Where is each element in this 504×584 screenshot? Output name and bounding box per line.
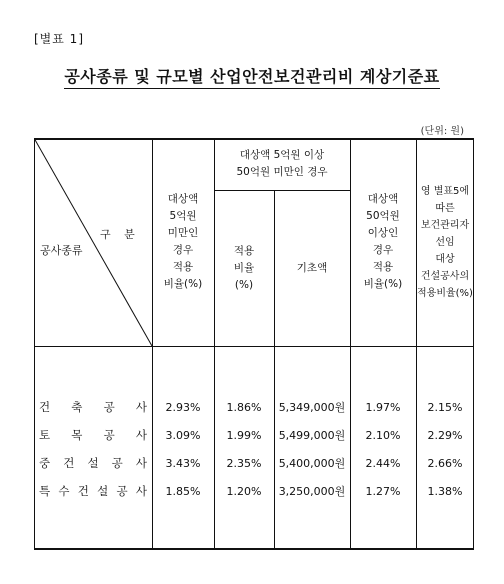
cell-under5: 2.93% <box>165 400 201 414</box>
header-over50: 대상액 50억원 이상인 경우 적용 비율(%) <box>363 193 403 290</box>
cell-over50: 1.97% <box>365 400 401 414</box>
cell-annex5: 2.15% <box>427 400 463 414</box>
cell-under5: 3.09% <box>165 428 201 442</box>
cell-rate: 2.35% <box>226 456 262 470</box>
cell-annex5: 1.38% <box>427 484 463 498</box>
cell-rate: 1.20% <box>226 484 262 498</box>
cell-over50: 1.27% <box>365 484 401 498</box>
header-annex5: 영 별표5에 따른 보건관리자 선임 대상 건설공사의 적용비율(%) <box>417 185 473 299</box>
cell-over50: 2.10% <box>365 428 401 442</box>
title-text: 공사종류 및 규모별 산업안전보건관리비 계상기준표 <box>64 67 439 89</box>
row-label-building: 건 축 공 사 <box>39 400 147 414</box>
row-label-civil: 토 목 공 사 <box>39 428 147 442</box>
cell-rate: 1.99% <box>226 428 262 442</box>
document-title <box>0 64 504 87</box>
row-label-special: 특 수 건 설 공 사 <box>39 484 147 498</box>
cell-annex5: 2.66% <box>427 456 463 470</box>
cell-base: 5,499,000원 <box>278 429 346 442</box>
header-under5: 대상액 5억원 미만인 경우 적용 비율(%) <box>163 193 203 290</box>
cell-annex5: 2.29% <box>427 428 463 442</box>
cell-under5: 1.85% <box>165 484 201 498</box>
unit-note: (단위: 원) <box>420 126 464 137</box>
cell-base: 3,250,000원 <box>278 485 346 498</box>
category-bottom-label: 공사종류 <box>40 244 83 257</box>
table-border-bottom <box>34 548 474 550</box>
category-top-label: 구 분 <box>100 228 135 241</box>
cell-base: 5,349,000원 <box>278 401 346 414</box>
annex-tag: [별표 1] <box>34 32 84 46</box>
header-base: 기초액 <box>296 261 328 274</box>
header-group-5to50: 대상액 5억원 이상 50억원 미만인 경우 <box>236 149 328 178</box>
cell-base: 5,400,000원 <box>278 457 346 470</box>
row-label-heavy: 중 건 설 공 사 <box>39 456 147 470</box>
header-rate: 적용 비율 (%) <box>233 244 255 291</box>
cell-over50: 2.44% <box>365 456 401 470</box>
cell-rate: 1.86% <box>226 400 262 414</box>
cell-under5: 3.43% <box>165 456 201 470</box>
rate-table <box>34 138 474 550</box>
